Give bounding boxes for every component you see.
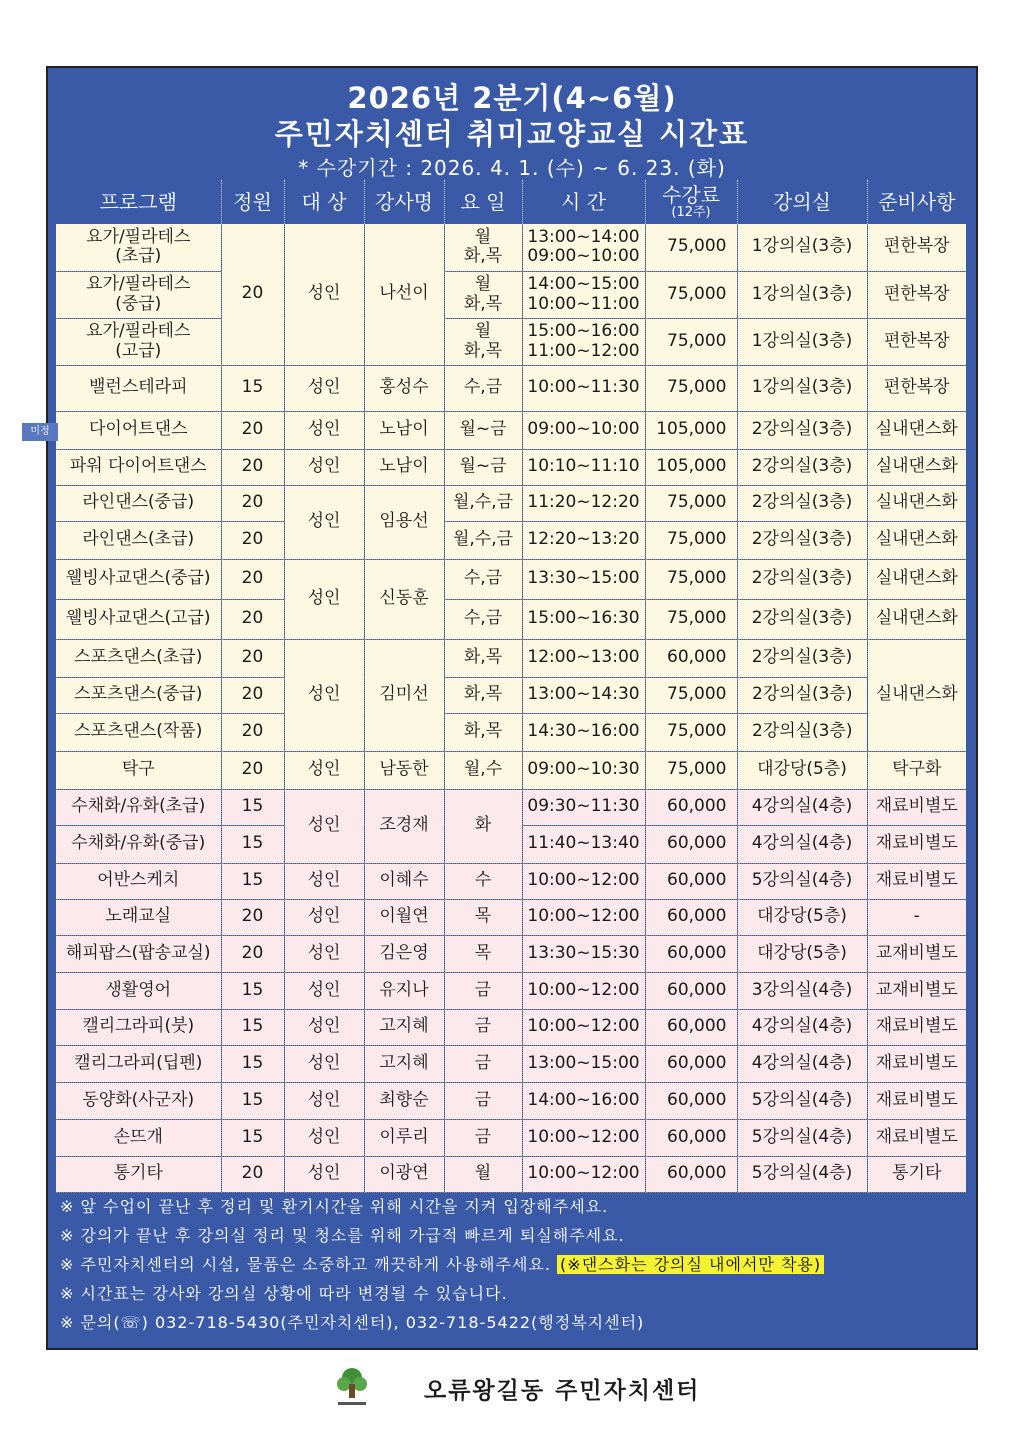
time-cell: 09:30~11:30 [522,789,645,825]
room-cell: 2강의실(3층) [737,449,867,485]
prep-cell: 편한복장 [867,365,966,411]
instructor-cell: 노남이 [364,449,444,485]
capacity-cell: 20 [221,559,284,599]
capacity-cell: 20 [221,521,284,559]
capacity-cell: 20 [221,935,284,972]
day-cell: 수,금 [444,559,522,599]
room-cell: 2강의실(3층) [737,485,867,521]
note-4: ※ 시간표는 강사와 강의실 상황에 따라 변경될 수 있습니다. [60,1284,508,1303]
prep-cell: 탁구화 [867,751,966,789]
room-cell: 5강의실(4층) [737,1119,867,1156]
program-cell: 밸런스테라피 [56,365,221,411]
instructor-cell: 이월연 [364,899,444,935]
fee-sub: (12주) [671,204,711,220]
target-cell: 성인 [284,789,364,863]
table-row [56,713,966,751]
day-cell: 월 [444,1156,522,1192]
col-fee: 수강료 (12주) [645,180,737,224]
time-cell: 13:00~14:30 [522,677,645,713]
col-day: 요 일 [444,180,522,224]
table-row [56,972,966,1009]
page-title: 2026년 2분기(4~6월) [347,81,677,115]
instructor-cell: 나선이 [364,224,444,365]
fee-cell: 75,000 [645,559,737,599]
time-cell: 14:00~15:00 10:00~11:00 [522,271,645,318]
target-cell: 성인 [284,224,364,365]
target-cell: 성인 [284,863,364,899]
time-cell: 14:00~16:00 [522,1082,645,1119]
time-cell: 15:00~16:00 11:00~12:00 [522,318,645,365]
capacity-cell: 20 [221,899,284,935]
note-highlight: (※댄스화는 강의실 내에서만 착용) [557,1255,824,1274]
fee-cell: 60,000 [645,789,737,825]
day-cell: 월,수,금 [444,521,522,559]
table-row [56,1082,966,1119]
instructor-cell: 최향순 [364,1082,444,1119]
note-1: ※ 앞 수업이 끝난 후 정리 및 환기시간을 위해 시간을 지켜 입장해주세요. [60,1197,609,1216]
target-cell: 성인 [284,751,364,789]
target-cell: 성인 [284,935,364,972]
table-row [56,318,966,365]
instructor-cell: 임용선 [364,485,444,559]
room-cell: 2강의실(3층) [737,639,867,677]
day-cell: 금 [444,1045,522,1082]
room-cell: 1강의실(3층) [737,224,867,271]
time-cell: 14:30~16:00 [522,713,645,751]
instructor-cell: 홍성수 [364,365,444,411]
capacity-cell: 20 [221,639,284,677]
program-cell: 동양화(사군자) [56,1082,221,1119]
prep-cell: 실내댄스화 [867,599,966,639]
capacity-cell: 20 [221,713,284,751]
prep-cell: 교재비별도 [867,935,966,972]
capacity-cell: 20 [221,449,284,485]
target-cell: 성인 [284,1156,364,1192]
room-cell: 5강의실(4층) [737,1156,867,1192]
time-cell: 13:30~15:00 [522,559,645,599]
table-row [56,751,966,789]
time-cell: 10:00~12:00 [522,1156,645,1192]
col-capacity: 정원 [221,180,284,224]
fee-cell: 75,000 [645,318,737,365]
table-row [56,863,966,899]
target-cell: 성인 [284,1082,364,1119]
fee-cell: 60,000 [645,972,737,1009]
prep-cell: 재료비별도 [867,1009,966,1045]
program-cell: 해피팝스(팝송교실) [56,935,221,972]
enrollment-period: * 수강기간 : 2026. 4. 1. (수) ~ 6. 23. (화) [298,156,726,180]
room-cell: 1강의실(3층) [737,271,867,318]
fee-cell: 75,000 [645,271,737,318]
table-row [56,271,966,318]
program-cell: 요가/필라테스 (고급) [56,318,221,365]
room-cell: 1강의실(3층) [737,365,867,411]
room-cell: 2강의실(3층) [737,677,867,713]
prep-cell: 실내댄스화 [867,411,966,449]
capacity-cell: 15 [221,825,284,863]
table-row [56,899,966,935]
instructor-cell: 고지혜 [364,1045,444,1082]
day-cell: 화 [444,789,522,863]
room-cell: 5강의실(4층) [737,1082,867,1119]
program-cell: 웰빙사교댄스(고급) [56,599,221,639]
capacity-cell: 20 [221,485,284,521]
time-cell: 10:00~12:00 [522,1009,645,1045]
program-cell: 파워 다이어트댄스 [56,449,221,485]
note-2: ※ 강의가 끝난 후 강의실 정리 및 청소를 위해 가급적 빠르게 퇴실해주세요. [60,1226,625,1245]
header-row [56,180,966,224]
program-cell: 스포츠댄스(초급) [56,639,221,677]
target-cell: 성인 [284,1119,364,1156]
instructor-cell: 이혜수 [364,863,444,899]
fee-cell: 75,000 [645,521,737,559]
day-cell: 월~금 [444,411,522,449]
col-program: 프로그램 [56,180,221,224]
table-row [56,365,966,411]
capacity-cell: 20 [221,599,284,639]
target-cell: 성인 [284,559,364,639]
fee-cell: 60,000 [645,935,737,972]
day-cell: 월~금 [444,449,522,485]
program-cell: 라인댄스(초급) [56,521,221,559]
table-row [56,411,966,449]
day-cell: 화,목 [444,639,522,677]
fee-cell: 75,000 [645,751,737,789]
day-cell: 목 [444,899,522,935]
fee-cell: 60,000 [645,1045,737,1082]
target-cell: 성인 [284,899,364,935]
capacity-cell: 15 [221,863,284,899]
room-cell: 2강의실(3층) [737,599,867,639]
time-cell: 10:10~11:10 [522,449,645,485]
table-row [56,559,966,599]
program-cell: 캘리그라피(딥펜) [56,1045,221,1082]
col-instructor: 강사명 [364,180,444,224]
day-cell: 목 [444,935,522,972]
time-cell: 09:00~10:00 [522,411,645,449]
room-cell: 대강당(5층) [737,935,867,972]
program-cell: 캘리그라피(붓) [56,1009,221,1045]
program-cell: 웰빙사교댄스(중급) [56,559,221,599]
time-cell: 10:00~12:00 [522,972,645,1009]
room-cell: 3강의실(4층) [737,972,867,1009]
prep-cell: 통기타 [867,1156,966,1192]
capacity-cell: 15 [221,1009,284,1045]
table-row [56,935,966,972]
instructor-cell: 김미선 [364,639,444,751]
room-cell: 4강의실(4층) [737,825,867,863]
target-cell: 성인 [284,485,364,559]
program-cell: 스포츠댄스(중급) [56,677,221,713]
fee-cell: 60,000 [645,639,737,677]
time-cell: 11:40~13:40 [522,825,645,863]
capacity-cell: 15 [221,1119,284,1156]
day-cell: 수,금 [444,599,522,639]
capacity-cell: 20 [221,411,284,449]
target-cell: 성인 [284,411,364,449]
prep-cell: 편한복장 [867,318,966,365]
room-cell: 2강의실(3층) [737,521,867,559]
prep-cell: 재료비별도 [867,1119,966,1156]
prep-cell: 실내댄스화 [867,639,966,751]
instructor-cell: 신동훈 [364,559,444,639]
instructor-cell: 조경재 [364,789,444,863]
instructor-cell: 노남이 [364,411,444,449]
time-cell: 10:00~12:00 [522,1119,645,1156]
prep-cell: 재료비별도 [867,863,966,899]
fee-cell: 60,000 [645,1156,737,1192]
room-cell: 2강의실(3층) [737,713,867,751]
capacity-cell: 15 [221,972,284,1009]
fee-cell: 75,000 [645,713,737,751]
program-cell: 라인댄스(중급) [56,485,221,521]
day-cell: 화,목 [444,713,522,751]
note-5: ※ 문의(☏) 032-718-5430(주민자치센터), 032-718-5422(행정복지센터) [60,1313,645,1332]
footer [0,1362,1024,1422]
program-cell: 스포츠댄스(작품) [56,713,221,751]
room-cell: 대강당(5층) [737,751,867,789]
prep-cell: 편한복장 [867,271,966,318]
time-cell: 10:00~12:00 [522,899,645,935]
capacity-cell: 15 [221,1045,284,1082]
table-row [56,485,966,521]
day-cell: 금 [444,1009,522,1045]
instructor-cell: 이루리 [364,1119,444,1156]
day-cell: 금 [444,1082,522,1119]
capacity-cell: 15 [221,365,284,411]
day-cell: 월 화,목 [444,224,522,271]
program-cell: 수채화/유화(초급) [56,789,221,825]
time-cell: 11:20~12:20 [522,485,645,521]
table-row [56,599,966,639]
program-cell: 다이어트댄스 [56,411,221,449]
instructor-cell: 남동한 [364,751,444,789]
fee-cell: 75,000 [645,677,737,713]
col-prep: 준비사항 [867,180,966,224]
fee-cell: 60,000 [645,1119,737,1156]
room-cell: 5강의실(4층) [737,863,867,899]
time-cell: 10:00~11:30 [522,365,645,411]
fee-cell: 60,000 [645,1009,737,1045]
prep-cell: 재료비별도 [867,1082,966,1119]
program-cell: 수채화/유화(중급) [56,825,221,863]
time-cell: 13:00~14:00 09:00~10:00 [522,224,645,271]
capacity-cell: 15 [221,1082,284,1119]
fee-cell: 60,000 [645,899,737,935]
day-cell: 금 [444,972,522,1009]
table-row [56,224,966,271]
instructor-cell: 이광연 [364,1156,444,1192]
fee-cell: 60,000 [645,825,737,863]
program-cell: 요가/필라테스 (중급) [56,271,221,318]
fee-cell: 105,000 [645,411,737,449]
program-cell: 요가/필라테스 (초급) [56,224,221,271]
instructor-cell: 유지나 [364,972,444,1009]
target-cell: 성인 [284,1045,364,1082]
prep-cell: 재료비별도 [867,789,966,825]
fee-cell: 105,000 [645,449,737,485]
room-cell: 대강당(5층) [737,899,867,935]
tree-logo-icon [335,1364,369,1410]
time-cell: 13:30~15:30 [522,935,645,972]
capacity-cell: 20 [221,224,284,365]
program-cell: 노래교실 [56,899,221,935]
table-row [56,1045,966,1082]
room-cell: 1강의실(3층) [737,318,867,365]
program-cell: 통기타 [56,1156,221,1192]
footer-title: 오류왕길동 주민자치센터 [424,1378,701,1404]
prep-cell: 실내댄스화 [867,559,966,599]
capacity-cell: 15 [221,789,284,825]
col-room: 강의실 [737,180,867,224]
note-3: ※ 주민자치센터의 시설, 물품은 소중하고 깨끗하게 사용해주세요. (※댄스화는 강의실 내에서만 착용) [56,1250,966,1279]
target-cell: 성인 [284,1009,364,1045]
prep-cell: 교재비별도 [867,972,966,1009]
target-cell: 성인 [284,449,364,485]
room-cell: 2강의실(3층) [737,559,867,599]
prep-cell: 재료비별도 [867,1045,966,1082]
room-cell: 4강의실(4층) [737,789,867,825]
page-subtitle: 주민자치센터 취미교양교실 시간표 [274,117,750,151]
target-cell: 성인 [284,639,364,751]
day-cell: 월 화,목 [444,318,522,365]
table-row [56,639,966,677]
day-cell: 금 [444,1119,522,1156]
prep-cell: - [867,899,966,935]
target-cell: 성인 [284,365,364,411]
target-cell: 성인 [284,972,364,1009]
instructor-cell: 고지혜 [364,1009,444,1045]
table-row [56,789,966,825]
table-row [56,521,966,559]
program-cell: 어반스케치 [56,863,221,899]
day-cell: 화,목 [444,677,522,713]
col-time: 시 간 [522,180,645,224]
prep-cell: 실내댄스화 [867,485,966,521]
day-cell: 월 화,목 [444,271,522,318]
day-cell: 수 [444,863,522,899]
undecided-tag: 미정 [22,423,58,441]
prep-cell: 편한복장 [867,224,966,271]
prep-cell: 실내댄스화 [867,521,966,559]
fee-cell: 75,000 [645,365,737,411]
day-cell: 월,수 [444,751,522,789]
room-cell: 4강의실(4층) [737,1009,867,1045]
schedule-sheet [46,66,978,1350]
room-cell: 4강의실(4층) [737,1045,867,1082]
day-cell: 수,금 [444,365,522,411]
table-row [56,1156,966,1192]
prep-cell: 실내댄스화 [867,449,966,485]
program-cell: 손뜨개 [56,1119,221,1156]
capacity-cell: 20 [221,677,284,713]
table-row [56,677,966,713]
program-cell: 탁구 [56,751,221,789]
fee-cell: 60,000 [645,1082,737,1119]
fee-cell: 60,000 [645,863,737,899]
notes [56,1192,966,1337]
time-cell: 15:00~16:30 [522,599,645,639]
room-cell: 2강의실(3층) [737,411,867,449]
time-cell: 10:00~12:00 [522,863,645,899]
table-row [56,1009,966,1045]
time-cell: 13:00~15:00 [522,1045,645,1082]
capacity-cell: 20 [221,1156,284,1192]
col-target: 대 상 [284,180,364,224]
day-cell: 월,수,금 [444,485,522,521]
fee-cell: 75,000 [645,224,737,271]
capacity-cell: 20 [221,751,284,789]
time-cell: 12:00~13:00 [522,639,645,677]
table-row [56,1119,966,1156]
fee-cell: 75,000 [645,485,737,521]
fee-cell: 75,000 [645,599,737,639]
prep-cell: 재료비별도 [867,825,966,863]
time-cell: 09:00~10:30 [522,751,645,789]
program-cell: 생활영어 [56,972,221,1009]
schedule-header [48,68,976,180]
time-cell: 12:20~13:20 [522,521,645,559]
instructor-cell: 김은영 [364,935,444,972]
table-row [56,449,966,485]
timetable [56,180,966,1193]
